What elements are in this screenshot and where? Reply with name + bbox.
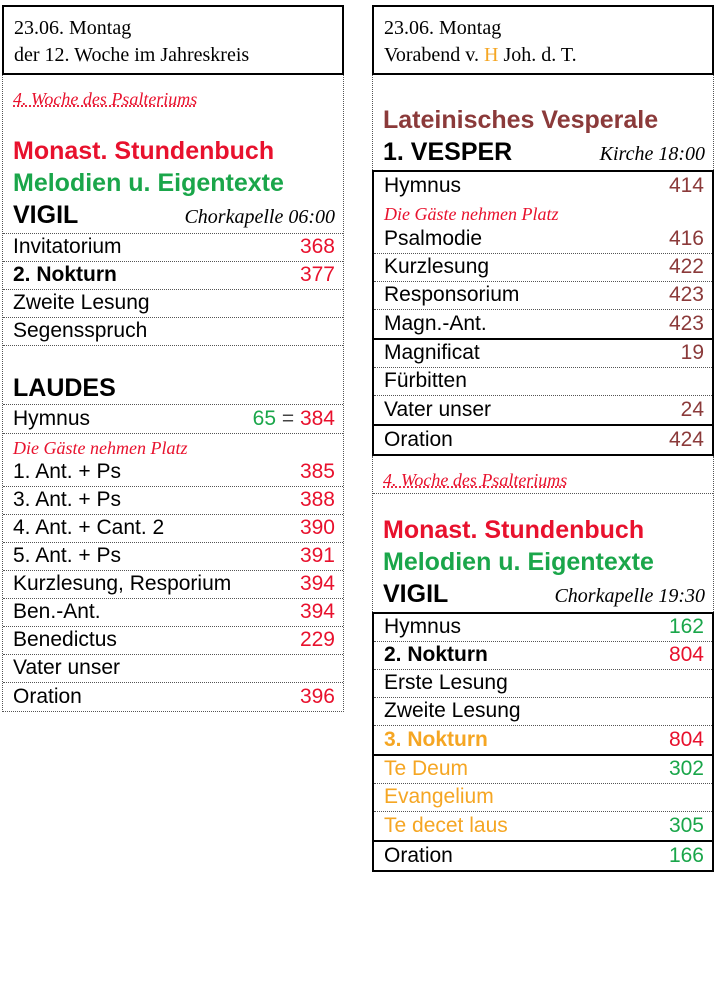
book-title-eigentexte: Melodien u. Eigentexte xyxy=(383,548,654,576)
vesper-office-row xyxy=(383,136,705,170)
list-item: Oration 424 xyxy=(384,428,704,451)
right-vigil-heading xyxy=(373,494,713,612)
left-laudes-heading xyxy=(3,346,343,404)
left-schedule xyxy=(2,75,344,712)
list-item: Invitatorium 368 xyxy=(3,234,343,262)
guest-note: Die Gäste nehmen Platz xyxy=(3,433,343,459)
right-vesper-heading-wrap xyxy=(372,75,714,170)
left-date-line1: 23.06. Montag xyxy=(14,17,132,39)
list-item: Kurzlesung 422 xyxy=(374,254,712,282)
list-item: Hymnus 414 xyxy=(384,174,704,197)
book-title-eigentexte: Melodien u. Eigentexte xyxy=(13,169,284,197)
vigil-block-b xyxy=(372,756,714,842)
left-column xyxy=(2,0,344,712)
vigil-office-row xyxy=(383,578,705,612)
list-item: 2. Nokturn 804 xyxy=(374,642,712,670)
list-item: Fürbitten xyxy=(374,368,712,396)
list-item: 4. Ant. + Cant. 2 390 xyxy=(3,515,343,543)
list-item: Segensspruch xyxy=(3,318,343,346)
list-item-hymnus: Hymnus 65 = 384 xyxy=(13,407,335,430)
list-item: Zweite Lesung xyxy=(374,698,712,726)
right-psalter-week: 4. Woche des Psalteriums xyxy=(373,456,713,494)
right-vesper-heading xyxy=(373,75,713,170)
list-item: Vater unser 24 xyxy=(384,398,704,421)
guest-note: Die Gäste nehmen Platz xyxy=(384,204,559,224)
list-item: Oration 166 xyxy=(384,844,704,867)
list-item: Erste Lesung xyxy=(374,670,712,698)
list-item: Vater unser xyxy=(3,655,343,683)
vigil-oration-block xyxy=(372,842,714,872)
list-item: Oration 396 xyxy=(13,685,335,708)
book-title-vesperale: Lateinisches Vesperale xyxy=(383,106,659,134)
right-date-line2: Vorabend v. H Joh. d. T. xyxy=(384,44,577,66)
left-date-line2: der 12. Woche im Jahreskreis xyxy=(14,44,250,66)
right-vigil-heading-wrap xyxy=(372,456,714,612)
list-item: Magnificat 19 xyxy=(374,340,712,368)
vigil-block-a xyxy=(372,612,714,756)
list-item: 5. Ant. + Ps 391 xyxy=(3,543,343,571)
office-place: Chorkapelle 06:00 xyxy=(184,206,335,228)
office-place: Kirche 18:00 xyxy=(599,143,705,165)
office-title-vigil: VIGIL xyxy=(13,201,79,229)
right-column xyxy=(372,0,714,872)
office-title-vigil: VIGIL xyxy=(383,580,449,608)
vesper-block-b xyxy=(372,340,714,426)
office-title-laudes: LAUDES xyxy=(13,374,116,402)
vesper-oration-block xyxy=(372,426,714,456)
office-title-vesper: 1. VESPER xyxy=(383,138,513,166)
list-item: Ben.-Ant. 394 xyxy=(3,599,343,627)
list-item: Zweite Lesung xyxy=(3,290,343,318)
left-vigil-heading xyxy=(3,113,343,233)
list-item: 3. Nokturn 804 xyxy=(384,728,704,751)
left-laudes-items xyxy=(3,404,343,711)
left-vigil-items xyxy=(3,233,343,346)
list-item: 1. Ant. + Ps 385 xyxy=(3,459,343,487)
right-date-header xyxy=(372,5,714,75)
feast-marker: H xyxy=(483,44,499,66)
list-item: Te decet laus 305 xyxy=(384,814,704,837)
left-psalter-week: 4. Woche des Psalteriums xyxy=(13,89,198,109)
book-title-stundenbuch: Monast. Stundenbuch xyxy=(383,516,645,544)
list-item: Te Deum 302 xyxy=(374,756,712,784)
office-place: Chorkapelle 19:30 xyxy=(554,585,705,607)
list-item: Psalmodie 416 xyxy=(374,226,712,254)
list-item: Magn.-Ant. 423 xyxy=(384,312,704,335)
list-item: 3. Ant. + Ps 388 xyxy=(3,487,343,515)
vigil-office-row xyxy=(13,199,335,233)
left-date-header xyxy=(2,5,344,75)
list-item: Benedictus 229 xyxy=(3,627,343,655)
vesper-block-a xyxy=(372,170,714,340)
right-date-line1: 23.06. Montag xyxy=(384,17,502,39)
list-item: Responsorium 423 xyxy=(374,282,712,310)
list-item: Kurzlesung, Resporium 394 xyxy=(3,571,343,599)
list-item: 2. Nokturn 377 xyxy=(3,262,343,290)
list-item: Hymnus 162 xyxy=(374,614,712,642)
list-item: Evangelium xyxy=(374,784,712,812)
book-title-stundenbuch: Monast. Stundenbuch xyxy=(13,137,275,165)
